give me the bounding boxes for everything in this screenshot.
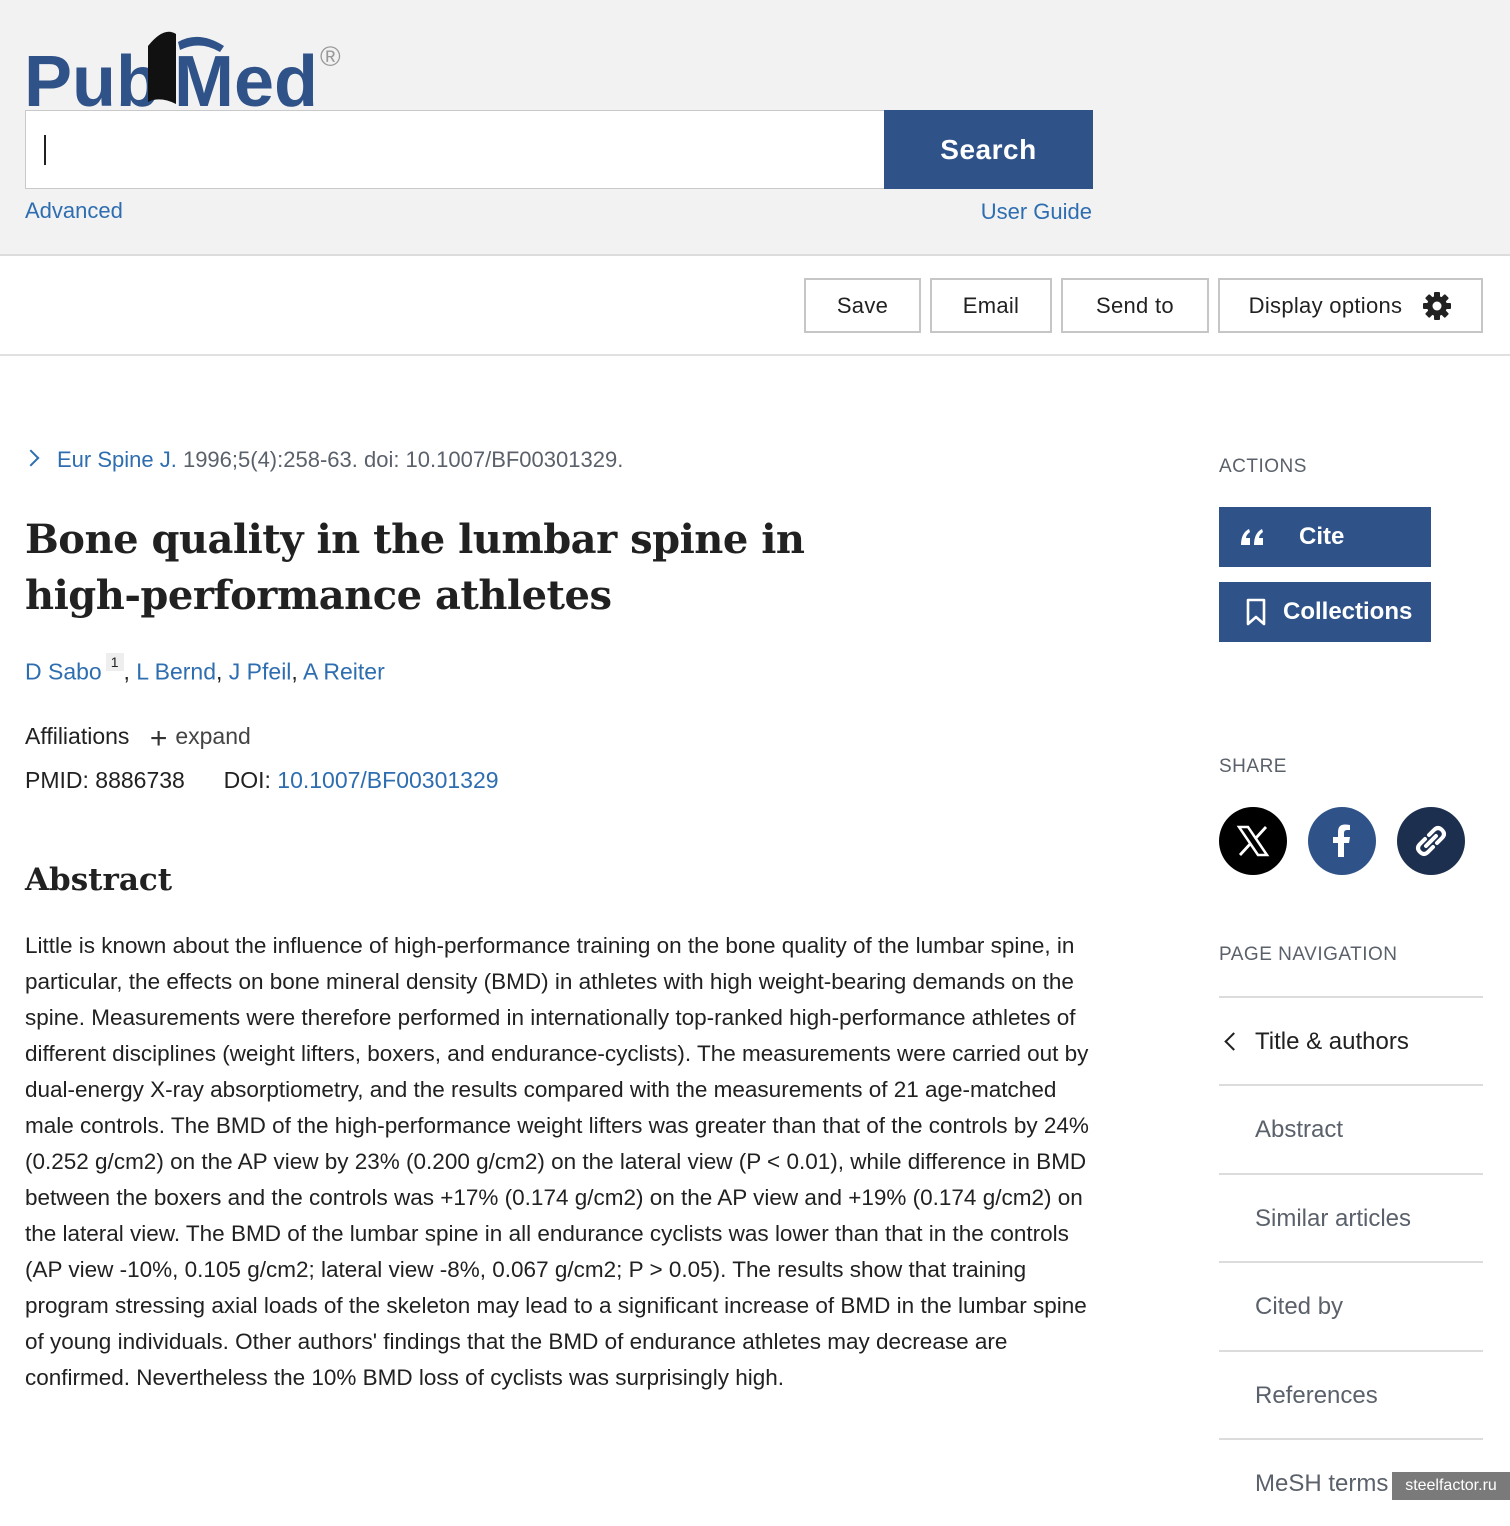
identifiers — [25, 767, 499, 794]
author-list: D Sabo $^1$ , L Bernd, J Pfeil, A Reiter — [25, 658, 385, 686]
logo-book-icon — [148, 32, 176, 104]
nav-label: Cited by — [1255, 1293, 1343, 1321]
masthead — [0, 0, 1510, 256]
article-toolbar — [0, 256, 1510, 356]
logo-text-left: Pub — [24, 42, 160, 116]
collections-label: Collections — [1283, 598, 1412, 626]
author-link[interactable]: J Pfeil — [229, 659, 292, 685]
plus-icon: + — [150, 722, 168, 756]
page-navigation-label: PAGE NAVIGATION — [1219, 944, 1398, 966]
send-to-button[interactable]: Send to — [1061, 278, 1209, 333]
collections-button[interactable] — [1219, 582, 1431, 642]
nav-abstract[interactable] — [1219, 1084, 1483, 1172]
link-icon — [1413, 823, 1449, 859]
watermark: steelfactor.ru — [1392, 1472, 1510, 1500]
registered-mark: ® — [320, 41, 341, 72]
display-options-label: Display options — [1249, 293, 1403, 319]
pmid-label: PMID: — [25, 767, 95, 793]
nav-similar-articles[interactable] — [1219, 1173, 1483, 1261]
pmid-value: 8886738 — [95, 767, 185, 793]
expand-affiliations-button[interactable] — [150, 723, 251, 749]
chevron-left-icon — [1224, 1032, 1242, 1050]
abstract-text: Little is known about the influence of high-performance training on the bone quality of the lumbar spine, in particular, the effects on bone mineral density (BMD) in athletes with high weight-bearing demands on the spine. Measurements were therefore performed in internationally top-ranked high-performance athletes of different disciplines (weight lifters, boxers, and endurance-cyclists). The measurements were carried out by dual-energy X-ray absorptiometry, and the results compared with the measurements of 21 age-matched male controls. The BMD of the high-performance weight lifters was greater than that of the controls by 24% (0.252 g/cm2) on the AP view by 23% (0.200 g/cm2) on the lateral view (P < 0.01), while difference in BMD between the boxers and the controls was +17% (0.174 g/cm2) on the AP view and +19% (0.174 g/cm2) on the lateral view. The BMD of the lumbar spine in all endurance cyclists was lower than that in the controls (AP view -10%, 0.105 g/cm2; lateral view -8%, 0.067 g/cm2; P > 0.05). The results show that training program stressing axial loads of the skeleton may lead to a significant increase of BMD in the lumbar spine of young individuals. Other authors' findings that the BMD of endurance athletes may decrease are confirmed. Nevertheless the 10% BMD loss of cyclists was surprisingly high. — [25, 928, 1100, 1396]
doi-label: DOI: — [224, 767, 278, 793]
x-share-button[interactable] — [1219, 807, 1287, 875]
affiliations-label: Affiliations — [25, 723, 129, 749]
nav-label: References — [1255, 1382, 1378, 1410]
advanced-search-link[interactable]: Advanced — [25, 198, 123, 224]
nav-references[interactable] — [1219, 1350, 1483, 1438]
nav-label: Title & authors — [1255, 1028, 1409, 1056]
actions-label: ACTIONS — [1219, 456, 1307, 478]
author-link[interactable]: L Bernd — [136, 659, 216, 685]
nav-label: Similar articles — [1255, 1205, 1411, 1233]
cite-button[interactable] — [1219, 507, 1431, 567]
facebook-icon — [1324, 823, 1360, 859]
bookmark-icon — [1245, 598, 1267, 626]
citation-line — [25, 447, 623, 473]
copy-link-button[interactable] — [1397, 807, 1465, 875]
email-button[interactable]: Email — [930, 278, 1052, 333]
logo-text-right: Med — [174, 42, 318, 116]
author-link[interactable]: A Reiter — [303, 659, 385, 685]
affiliations-row — [25, 722, 251, 756]
citation-details: 1996;5(4):258-63. doi: 10.1007/BF00301329. — [177, 447, 623, 472]
nav-label: Abstract — [1255, 1116, 1343, 1144]
expand-label: expand — [175, 723, 250, 749]
doi-link[interactable]: 10.1007/BF00301329 — [277, 767, 498, 793]
abstract-heading: Abstract — [25, 862, 172, 898]
x-icon — [1235, 823, 1271, 859]
search-input[interactable] — [25, 110, 885, 189]
facebook-share-button[interactable] — [1308, 807, 1376, 875]
author-link[interactable]: D Sabo — [25, 659, 102, 685]
affiliation-number[interactable]: 1 — [106, 653, 124, 671]
quote-icon — [1239, 525, 1267, 549]
share-label: SHARE — [1219, 756, 1287, 778]
gear-icon — [1422, 291, 1452, 321]
nav-title-authors[interactable] — [1219, 996, 1483, 1084]
pubmed-logo[interactable] — [24, 16, 364, 116]
cite-label: Cite — [1299, 523, 1344, 551]
chevron-right-icon[interactable] — [23, 450, 40, 467]
journal-link[interactable]: Eur Spine J. — [57, 447, 177, 472]
search-button[interactable]: Search — [884, 110, 1093, 189]
display-options-button[interactable] — [1218, 278, 1483, 333]
user-guide-link[interactable]: User Guide — [981, 199, 1092, 225]
text-caret — [44, 135, 46, 165]
nav-cited-by[interactable] — [1219, 1261, 1483, 1349]
nav-label: MeSH terms — [1255, 1470, 1388, 1498]
save-button[interactable]: Save — [804, 278, 921, 333]
article-title: Bone quality in the lumbar spine in high-performance athletes — [25, 512, 925, 624]
